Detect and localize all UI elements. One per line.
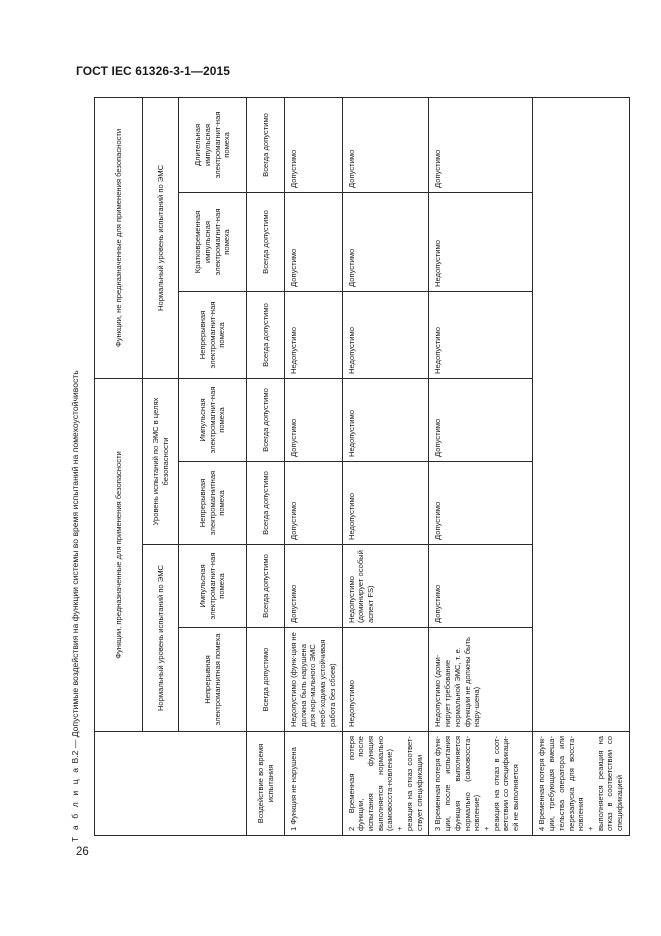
table-rotated-container	[94, 98, 625, 836]
row-2-impact-tail: реакция на отказ соответ-ствует спецификации	[404, 736, 424, 831]
row-4-impact-text: 4 Временная потеря функ-ции, требующая вмеша-тельства оператора или перезапуска для восста-новления	[537, 736, 586, 831]
row-4-cell-4: Допустимо	[429, 378, 533, 461]
row-2-cell-6: Допустимо	[285, 192, 343, 291]
col-header-5: Непрерывная электромагнит-ная помеха	[179, 291, 247, 378]
row-2-impact	[342, 732, 429, 836]
row-3-cell-6: Допустимо	[342, 192, 429, 291]
document-header: ГОСТ IEC 61326-3-1—2015	[76, 64, 231, 78]
row-3-impact-tail: реакция на отказ в соот-ветствии со спецификаци-ей не выполняется	[491, 736, 521, 831]
row-3-cell-7: Допустимо	[342, 97, 429, 192]
table-bottom-spacer	[533, 97, 629, 731]
effects-table	[94, 97, 630, 836]
row-2-impact-text: 2 Временная потеря функции, после испытания функция выполняется нормально (самовосста-новление)	[346, 736, 395, 831]
row-2-cell-1: Недопустимо (функ-ция не должна быть нарушена для нор-мального ЭМС необ-ходима устойчивая работа без сбоев)	[285, 628, 343, 732]
col-header-6: Кратковременная импульсная электромагнит-ная помеха	[179, 192, 247, 291]
page-number: 26	[76, 846, 89, 858]
row-2-cell-7: Допустимо	[285, 97, 343, 192]
row-3-cell-2: Недопустимо (доминирует особый аспект FS)	[342, 545, 429, 628]
header-nonsafety-group: Функции, не предназначенные для применения безопасности	[95, 97, 143, 378]
row-2-cell-5: Недопустимо	[285, 291, 343, 378]
row-2-cell-3: Допустимо	[285, 462, 343, 545]
row-4-impact-plus: +	[585, 826, 595, 831]
row-4-impact	[533, 732, 629, 836]
row-3-cell-3: Недопустимо	[342, 462, 429, 545]
row-3-impact-text: 3 Временная потеря функ-ции, после испытания функция выполняется нормально (самовосста-новление)	[433, 736, 482, 831]
header-normal-level-nonsafety: Нормальный уровень испытаний по ЭМС	[143, 97, 179, 378]
col-header-4: Импульсная электромагнит-ная помеха	[179, 378, 247, 461]
header-safety-level: Уровень испытаний по ЭМС в целях безопасности	[143, 378, 179, 544]
row-1-cell-1: Всегда допустимо	[247, 628, 285, 732]
row-2-cell-2: Допустимо	[285, 545, 343, 628]
row-4-cell-1: Недопустимо (доми-нирует требование нормальной ЭМС, т. е. функции не должны быть нару-шена)	[429, 628, 533, 732]
row-1-cell-2: Всегда допустимо	[247, 545, 285, 628]
col-header-3: Непрерывная электромагнитная помеха	[179, 462, 247, 545]
row-3-cell-4: Недопустимо	[342, 378, 429, 461]
row-3-cell-1: Недопустимо	[342, 628, 429, 732]
table-caption	[70, 370, 80, 842]
row-4-cell-3: Допустимо	[429, 462, 533, 545]
table-caption-text: В.2 — Допустимые воздействия на функции системы во время испытаний на помехоустойчивость	[70, 370, 80, 766]
row-2-cell-4: Допустимо	[285, 378, 343, 461]
row-3-impact-plus: +	[481, 826, 491, 831]
row-4-cell-2: Допустимо	[429, 545, 533, 628]
row-3-impact	[429, 732, 533, 836]
impact-header: Воздействие во время испытания	[247, 732, 285, 836]
col-header-2: Импульсная электромагнит-ная помеха	[179, 545, 247, 628]
col-header-7: Длительная импульсная электромагнит-ная помеха	[179, 97, 247, 192]
header-corner-cell	[95, 732, 247, 836]
row-3-cell-5: Недопустимо	[342, 291, 429, 378]
header-normal-level-safety: Нормальный уровень испытаний по ЭМС	[143, 545, 179, 732]
row-1-cell-4: Всегда допустимо	[247, 378, 285, 461]
row-1-impact	[285, 732, 343, 836]
row-2-impact-plus: +	[395, 826, 405, 831]
row-1-cell-6: Всегда допустимо	[247, 192, 285, 291]
header-safety-group: Функции, предназначенные для применения безопасности	[95, 378, 143, 731]
row-1-cell-3: Всегда допустимо	[247, 462, 285, 545]
row-4-impact-tail: выполняется реакция на отказ в соответствии со спецификацией	[595, 736, 625, 831]
row-1-cell-5: Всегда допустимо	[247, 291, 285, 378]
row-4-cell-5: Недопустимо	[429, 291, 533, 378]
table-caption-label: Т а б л и ц а	[70, 765, 80, 842]
row-4-cell-7: Допустимо	[429, 97, 533, 192]
row-1-impact-text: 1 Функция не нарушена	[289, 747, 298, 831]
col-header-1: Непрерывная электромагнитная помеха	[179, 628, 247, 732]
row-1-cell-7: Всегда допустимо	[247, 97, 285, 192]
row-4-cell-6: Недопустимо	[429, 192, 533, 291]
